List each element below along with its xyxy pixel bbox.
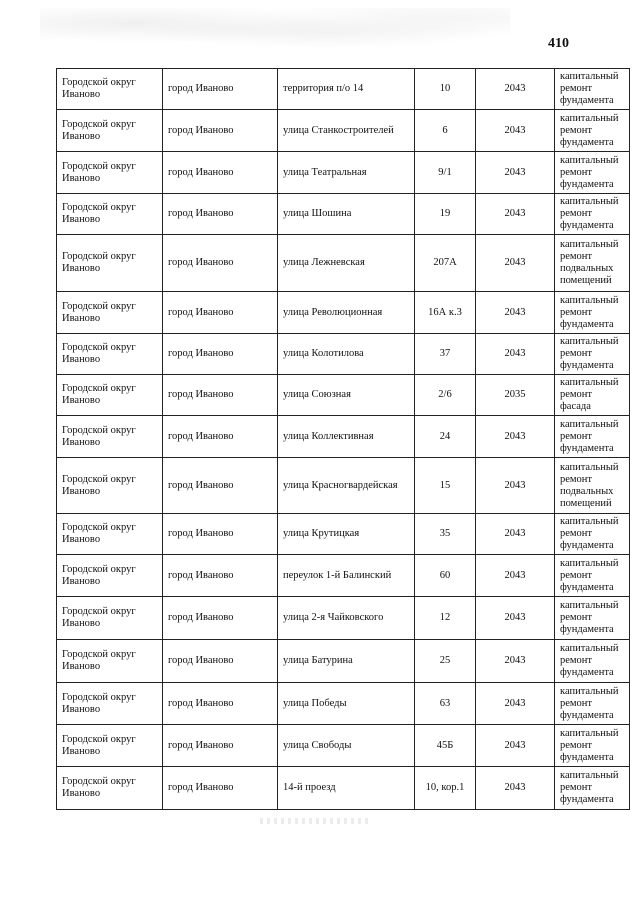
district-cell: Городской округ Иваново <box>57 458 163 514</box>
district-cell: Городской округ Иваново <box>57 110 163 152</box>
city-cell: город Иваново <box>163 292 278 334</box>
table-row <box>57 416 630 458</box>
district-cell: Городской округ Иваново <box>57 292 163 334</box>
city-cell: город Иваново <box>163 110 278 152</box>
year-cell: 2043 <box>476 152 555 194</box>
work-cell: капитальный ремонт подвальных помещений <box>555 458 630 514</box>
street-cell: улица Театральная <box>278 152 415 194</box>
house-cell: 16А к.3 <box>415 292 476 334</box>
street-cell: улица Красногвардейская <box>278 458 415 514</box>
street-cell: территория п/о 14 <box>278 69 415 110</box>
work-cell: капитальный ремонт фундамента <box>555 334 630 375</box>
house-cell: 10, кор.1 <box>415 767 476 810</box>
table-row <box>57 514 630 555</box>
street-cell: улица Победы <box>278 683 415 725</box>
year-cell: 2043 <box>476 416 555 458</box>
work-cell: капитальный ремонт фундамента <box>555 597 630 640</box>
district-cell: Городской округ Иваново <box>57 597 163 640</box>
district-cell: Городской округ Иваново <box>57 767 163 810</box>
table-row <box>57 767 630 810</box>
work-cell: капитальный ремонт фундамента <box>555 292 630 334</box>
district-cell: Городской округ Иваново <box>57 555 163 597</box>
table-row <box>57 640 630 683</box>
district-cell: Городской округ Иваново <box>57 375 163 416</box>
registry-table <box>56 68 630 810</box>
year-cell: 2043 <box>476 69 555 110</box>
table-row <box>57 683 630 725</box>
district-cell: Городской округ Иваново <box>57 416 163 458</box>
year-cell: 2043 <box>476 514 555 555</box>
district-cell: Городской округ Иваново <box>57 640 163 683</box>
street-cell: переулок 1-й Балинский <box>278 555 415 597</box>
table-row <box>57 152 630 194</box>
city-cell: город Иваново <box>163 416 278 458</box>
year-cell: 2035 <box>476 375 555 416</box>
city-cell: город Иваново <box>163 194 278 235</box>
work-cell: капитальный ремонт подвальных помещений <box>555 235 630 292</box>
street-cell: улица Союзная <box>278 375 415 416</box>
work-cell: капитальный ремонт фундамента <box>555 683 630 725</box>
year-cell: 2043 <box>476 110 555 152</box>
house-cell: 35 <box>415 514 476 555</box>
page-number: 410 <box>548 36 569 51</box>
street-cell: улица Свободы <box>278 725 415 767</box>
city-cell: город Иваново <box>163 375 278 416</box>
table-row <box>57 235 630 292</box>
street-cell: улица Шошина <box>278 194 415 235</box>
work-cell: капитальный ремонт фундамента <box>555 69 630 110</box>
work-cell: капитальный ремонт фундамента <box>555 555 630 597</box>
street-cell: улица Революционная <box>278 292 415 334</box>
city-cell: город Иваново <box>163 640 278 683</box>
year-cell: 2043 <box>476 194 555 235</box>
table-row <box>57 334 630 375</box>
house-cell: 25 <box>415 640 476 683</box>
house-cell: 12 <box>415 597 476 640</box>
year-cell: 2043 <box>476 235 555 292</box>
house-cell: 15 <box>415 458 476 514</box>
work-cell: капитальный ремонт фундамента <box>555 194 630 235</box>
city-cell: город Иваново <box>163 555 278 597</box>
year-cell: 2043 <box>476 292 555 334</box>
year-cell: 2043 <box>476 725 555 767</box>
district-cell: Городской округ Иваново <box>57 235 163 292</box>
house-cell: 207А <box>415 235 476 292</box>
table-row <box>57 110 630 152</box>
house-cell: 2/6 <box>415 375 476 416</box>
year-cell: 2043 <box>476 597 555 640</box>
city-cell: город Иваново <box>163 334 278 375</box>
street-cell: 14-й проезд <box>278 767 415 810</box>
street-cell: улица Коллективная <box>278 416 415 458</box>
work-cell: капитальный ремонт фундамента <box>555 152 630 194</box>
table-row <box>57 458 630 514</box>
table-row <box>57 375 630 416</box>
district-cell: Городской округ Иваново <box>57 152 163 194</box>
work-cell: капитальный ремонт фундамента <box>555 110 630 152</box>
work-cell: капитальный ремонт фасада <box>555 375 630 416</box>
house-cell: 45Б <box>415 725 476 767</box>
street-cell: улица Колотилова <box>278 334 415 375</box>
street-cell: улица Крутицкая <box>278 514 415 555</box>
city-cell: город Иваново <box>163 725 278 767</box>
work-cell: капитальный ремонт фундамента <box>555 767 630 810</box>
district-cell: Городской округ Иваново <box>57 683 163 725</box>
work-cell: капитальный ремонт фундамента <box>555 514 630 555</box>
street-cell: улица 2-я Чайковского <box>278 597 415 640</box>
work-cell: капитальный ремонт фундамента <box>555 416 630 458</box>
year-cell: 2043 <box>476 640 555 683</box>
table-row <box>57 555 630 597</box>
scan-artifact <box>40 8 510 58</box>
table-row <box>57 725 630 767</box>
house-cell: 24 <box>415 416 476 458</box>
district-cell: Городской округ Иваново <box>57 725 163 767</box>
year-cell: 2043 <box>476 555 555 597</box>
district-cell: Городской округ Иваново <box>57 69 163 110</box>
house-cell: 19 <box>415 194 476 235</box>
year-cell: 2043 <box>476 334 555 375</box>
house-cell: 63 <box>415 683 476 725</box>
house-cell: 6 <box>415 110 476 152</box>
house-cell: 9/1 <box>415 152 476 194</box>
house-cell: 60 <box>415 555 476 597</box>
city-cell: город Иваново <box>163 152 278 194</box>
district-cell: Городской округ Иваново <box>57 194 163 235</box>
work-cell: капитальный ремонт фундамента <box>555 640 630 683</box>
city-cell: город Иваново <box>163 514 278 555</box>
city-cell: город Иваново <box>163 683 278 725</box>
house-cell: 10 <box>415 69 476 110</box>
city-cell: город Иваново <box>163 69 278 110</box>
street-cell: улица Батурина <box>278 640 415 683</box>
work-cell: капитальный ремонт фундамента <box>555 725 630 767</box>
house-cell: 37 <box>415 334 476 375</box>
year-cell: 2043 <box>476 767 555 810</box>
table-row <box>57 194 630 235</box>
table-row <box>57 69 630 110</box>
table-row <box>57 597 630 640</box>
table-row <box>57 292 630 334</box>
year-cell: 2043 <box>476 683 555 725</box>
street-cell: улица Лежневская <box>278 235 415 292</box>
district-cell: Городской округ Иваново <box>57 514 163 555</box>
district-cell: Городской округ Иваново <box>57 334 163 375</box>
street-cell: улица Станкостроителей <box>278 110 415 152</box>
scan-artifact-footer <box>260 818 370 824</box>
city-cell: город Иваново <box>163 458 278 514</box>
city-cell: город Иваново <box>163 597 278 640</box>
city-cell: город Иваново <box>163 767 278 810</box>
year-cell: 2043 <box>476 458 555 514</box>
city-cell: город Иваново <box>163 235 278 292</box>
